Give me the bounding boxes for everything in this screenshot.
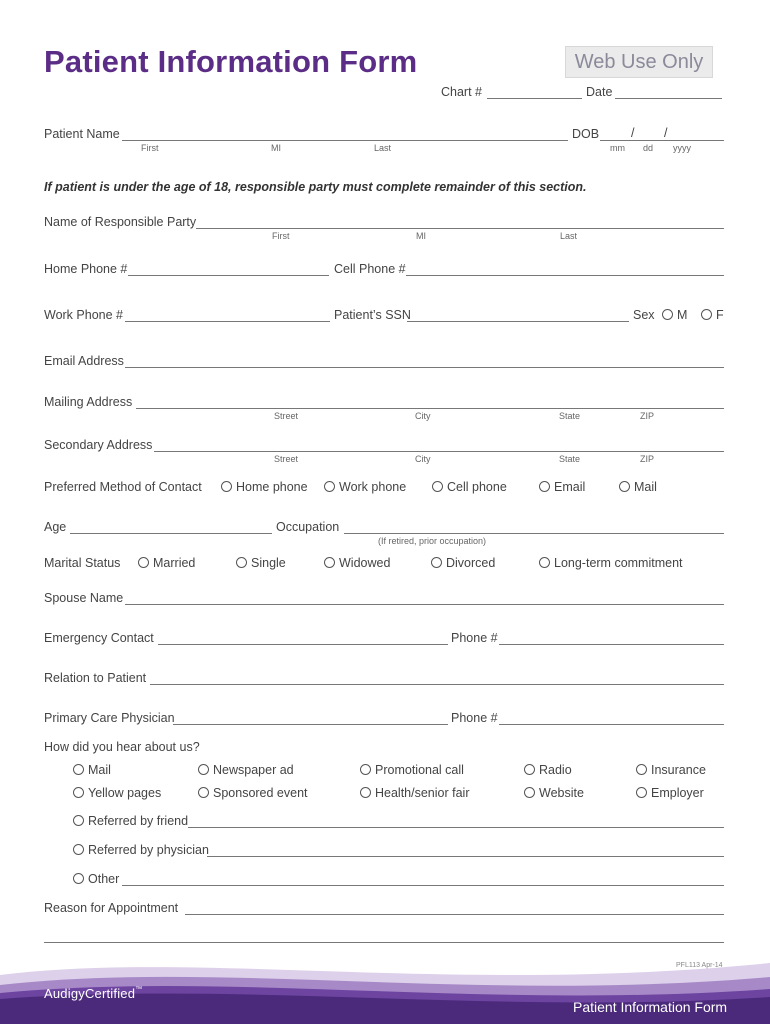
option-label: Sponsored event: [213, 786, 308, 800]
minor-notice: If patient is under the age of 18, responsible party must complete remainder of this section.: [44, 180, 587, 194]
option-label: Mail: [634, 480, 657, 494]
marital-status-label: Marital Status: [44, 556, 121, 570]
radio-icon: [360, 787, 371, 798]
referral-question: How did you hear about us?: [44, 740, 200, 754]
sex-f-label: F: [716, 308, 724, 322]
brand-trademark: ™: [135, 986, 143, 993]
radio-icon: [636, 764, 647, 775]
option-label: Divorced: [446, 556, 496, 570]
radio-icon: [524, 787, 535, 798]
dob-slash-1: /: [631, 126, 635, 140]
dob-label: DOB: [572, 127, 600, 141]
radio-icon: [662, 309, 673, 320]
occupation-label: Occupation: [276, 520, 340, 534]
mailing-address-label: Mailing Address: [44, 395, 133, 409]
referral-option-physician[interactable]: [73, 843, 209, 857]
option-label: Radio: [539, 763, 572, 777]
radio-icon: [701, 309, 712, 320]
radio-icon: [73, 815, 84, 826]
radio-icon: [138, 557, 149, 568]
radio-icon: [198, 764, 209, 775]
home-phone-field[interactable]: [128, 275, 329, 276]
mailing-city-caption: City: [415, 411, 431, 421]
emergency-phone-field[interactable]: [499, 644, 724, 645]
occupation-field[interactable]: [344, 533, 724, 534]
option-label: Other: [88, 872, 120, 886]
referral-option-radio[interactable]: [524, 763, 572, 777]
secondary-address-label: Secondary Address: [44, 438, 153, 452]
physician-phone-field[interactable]: [499, 724, 724, 725]
dob-slash-2: /: [664, 126, 668, 140]
emergency-phone-label: Phone #: [451, 631, 498, 645]
sex-option-f[interactable]: [701, 308, 724, 322]
radio-icon: [636, 787, 647, 798]
option-label: Long-term commitment: [554, 556, 683, 570]
secondary-state-caption: State: [559, 454, 581, 464]
relation-field[interactable]: [150, 684, 724, 685]
referral-option-sponsored-event[interactable]: [198, 786, 308, 800]
radio-icon: [431, 557, 442, 568]
mailing-address-field[interactable]: [136, 408, 724, 409]
referral-option-employer[interactable]: [636, 786, 704, 800]
referral-option-yellow-pages[interactable]: [73, 786, 161, 800]
dob-dd-caption: dd: [643, 143, 654, 153]
option-label: Widowed: [339, 556, 391, 570]
dob-yyyy-caption: yyyy: [673, 143, 691, 153]
option-label: Promotional call: [375, 763, 464, 777]
option-label: Single: [251, 556, 286, 570]
marital-option-long-term[interactable]: [539, 556, 683, 570]
option-label: Married: [153, 556, 196, 570]
emergency-contact-label: Emergency Contact: [44, 631, 154, 645]
physician-label: Primary Care Physician: [44, 711, 175, 725]
contact-option-work-phone[interactable]: [324, 480, 406, 494]
age-label: Age: [44, 520, 67, 534]
secondary-city-caption: City: [415, 454, 431, 464]
radio-icon: [221, 481, 232, 492]
contact-option-mail[interactable]: [619, 480, 657, 494]
patient-first-caption: First: [141, 143, 159, 153]
patient-name-label: Patient Name: [44, 127, 120, 141]
referral-option-friend[interactable]: [73, 814, 188, 828]
radio-icon: [432, 481, 443, 492]
sex-label: Sex: [633, 308, 655, 322]
radio-icon: [360, 764, 371, 775]
date-label: Date: [586, 85, 613, 99]
radio-icon: [198, 787, 209, 798]
emergency-contact-field[interactable]: [158, 644, 448, 645]
mailing-street-caption: Street: [274, 411, 299, 421]
work-phone-label: Work Phone #: [44, 308, 123, 322]
occupation-note: (If retired, prior occupation): [378, 536, 487, 546]
spouse-name-field[interactable]: [125, 604, 724, 605]
marital-option-single[interactable]: [236, 556, 286, 570]
radio-icon: [73, 787, 84, 798]
relation-label: Relation to Patient: [44, 671, 147, 685]
physician-field[interactable]: [173, 724, 448, 725]
referral-friend-field[interactable]: [188, 827, 724, 828]
option-label: Home phone: [236, 480, 308, 494]
responsible-mi-caption: MI: [416, 231, 426, 241]
option-label: Cell phone: [447, 480, 507, 494]
brand-name: AudigyCertified: [44, 986, 136, 1001]
cell-phone-field[interactable]: [406, 275, 724, 276]
web-use-only-badge: Web Use Only: [565, 46, 713, 78]
option-label: Yellow pages: [88, 786, 162, 800]
date-field[interactable]: [615, 98, 722, 99]
ssn-label: Patient’s SSN: [334, 308, 411, 322]
secondary-street-caption: Street: [274, 454, 299, 464]
option-label: Newspaper ad: [213, 763, 294, 777]
secondary-zip-caption: ZIP: [640, 454, 655, 464]
mailing-zip-caption: ZIP: [640, 411, 655, 421]
radio-icon: [73, 844, 84, 855]
reason-field-line-2[interactable]: [44, 942, 724, 943]
cell-phone-label: Cell Phone #: [334, 262, 406, 276]
secondary-address-field[interactable]: [154, 451, 724, 452]
sex-option-m[interactable]: [662, 308, 687, 322]
email-label: Email Address: [44, 354, 124, 368]
referral-option-other[interactable]: [73, 872, 119, 886]
radio-icon: [324, 557, 335, 568]
referral-option-website[interactable]: [524, 786, 584, 800]
radio-icon: [524, 764, 535, 775]
contact-option-cell-phone[interactable]: [432, 480, 507, 494]
form-title: Patient Information Form: [44, 44, 418, 79]
audigy-certified-logo: [44, 986, 142, 1001]
option-label: Referred by friend: [88, 814, 189, 828]
option-label: Insurance: [651, 763, 706, 777]
work-phone-field[interactable]: [125, 321, 330, 322]
marital-option-married[interactable]: [138, 556, 195, 570]
sex-m-label: M: [677, 308, 688, 322]
preferred-contact-label: Preferred Method of Contact: [44, 480, 202, 494]
ssn-field[interactable]: [407, 321, 629, 322]
email-field[interactable]: [125, 367, 724, 368]
option-label: Email: [554, 480, 586, 494]
referral-option-promotional-call[interactable]: [360, 763, 464, 777]
reason-label: Reason for Appointment: [44, 901, 179, 915]
footer-title: Patient Information Form: [573, 999, 728, 1015]
chart-field[interactable]: [487, 98, 582, 99]
referral-physician-field[interactable]: [207, 856, 724, 857]
option-label: Referred by physician: [88, 843, 209, 857]
radio-icon: [73, 764, 84, 775]
form-code: PFL113 Apr-14: [676, 962, 723, 969]
responsible-last-caption: Last: [560, 231, 578, 241]
dob-field[interactable]: [600, 140, 724, 141]
referral-option-mail[interactable]: [73, 763, 111, 777]
patient-name-field[interactable]: [122, 140, 568, 141]
radio-icon: [324, 481, 335, 492]
contact-option-home-phone[interactable]: [221, 480, 308, 494]
option-label: Work phone: [339, 480, 407, 494]
chart-label: Chart #: [441, 85, 482, 99]
option-label: Mail: [88, 763, 111, 777]
mailing-state-caption: State: [559, 411, 581, 421]
contact-option-email[interactable]: [539, 480, 585, 494]
responsible-party-label: Name of Responsible Party: [44, 215, 197, 229]
radio-icon: [619, 481, 630, 492]
radio-icon: [73, 873, 84, 884]
marital-option-divorced[interactable]: [431, 556, 495, 570]
referral-other-field[interactable]: [122, 885, 724, 886]
dob-mm-caption: mm: [610, 143, 625, 153]
radio-icon: [539, 481, 550, 492]
patient-last-caption: Last: [374, 143, 392, 153]
home-phone-label: Home Phone #: [44, 262, 128, 276]
patient-mi-caption: MI: [271, 143, 281, 153]
spouse-name-label: Spouse Name: [44, 591, 124, 605]
option-label: Website: [539, 786, 584, 800]
option-label: Employer: [651, 786, 704, 800]
physician-phone-label: Phone #: [451, 711, 498, 725]
referral-option-newspaper[interactable]: [198, 763, 294, 777]
referral-option-health-fair[interactable]: [360, 786, 470, 800]
responsible-party-field[interactable]: [196, 228, 724, 229]
responsible-first-caption: First: [272, 231, 290, 241]
referral-option-insurance[interactable]: [636, 763, 706, 777]
radio-icon: [236, 557, 247, 568]
reason-field[interactable]: [185, 914, 724, 915]
marital-option-widowed[interactable]: [324, 556, 390, 570]
radio-icon: [539, 557, 550, 568]
age-field[interactable]: [70, 533, 272, 534]
option-label: Health/senior fair: [375, 786, 470, 800]
